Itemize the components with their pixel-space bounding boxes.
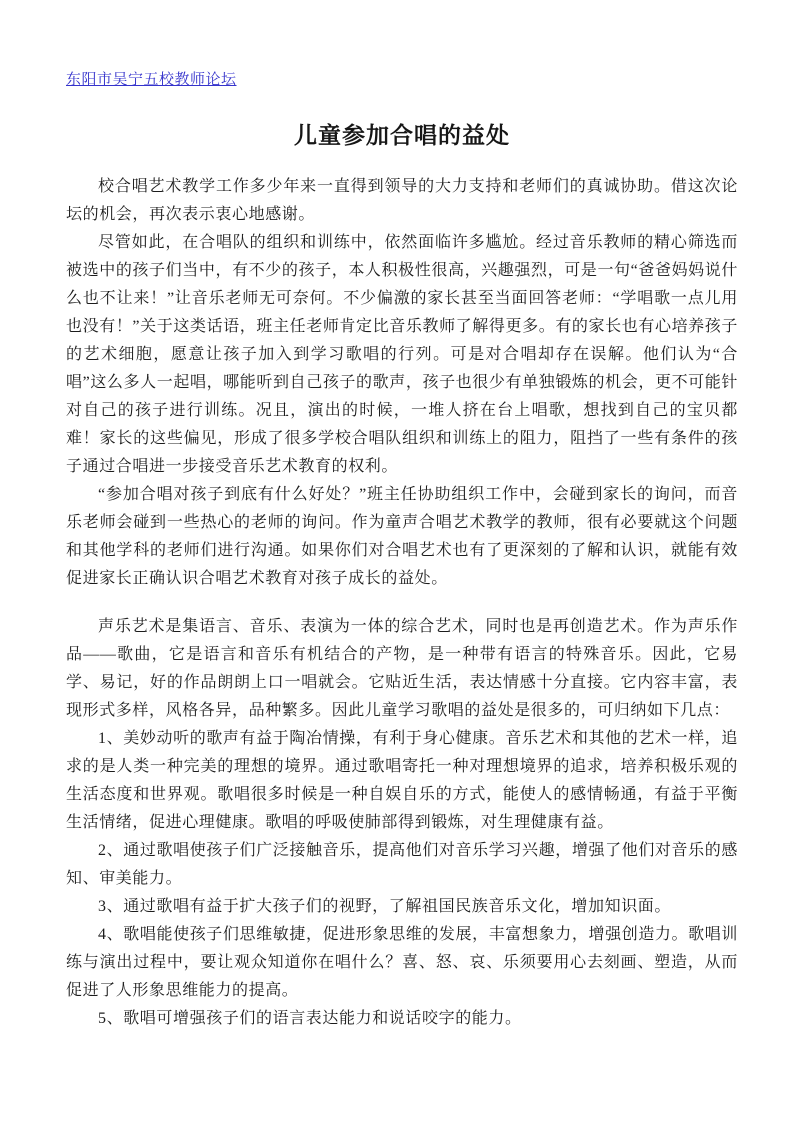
document-body — [66, 173, 738, 1033]
paragraph-benefit-5: 5、歌唱可增强孩子们的语言表达能力和说话咬字的能力。 — [98, 1010, 522, 1027]
paragraph-difficulties: 尽管如此，在合唱队的组织和训练中，依然面临许多尴尬。经过音乐教师的精心筛选而被选中的孩子们当中，有不少的孩子，本人积极性很高，兴趣强烈，可是一句“爸爸妈妈说什么也不让来！”让音乐老师无可奈何。不少偏激的家长甚至当面回答老师：“学唱歌一点儿用也没有！”关于这类话语，班主任老师肯定比音乐教师了解得更多。有的家长也有心培养孩子的艺术细胞，愿意让孩子加入到学习歌唱的行列。可是对合唱却存在误解。他们认为“合唱”这么多人一起唱，哪能听到自己孩子的歌声，孩子也很少有单独锻炼的机会，更不可能针对自己的孩子进行训练。况且，演出的时候，一堆人挤在台上唱歌，想找到自己的宝贝都难！家长的这些偏见，形成了很多学校合唱队组织和训练上的阻力，阻挡了一些有条件的孩子通过合唱进一步接受音乐艺术教育的权利。 — [66, 234, 738, 475]
paragraph-question: “参加合唱对孩子到底有什么好处？”班主任协助组织工作中，会碰到家长的询问，而音乐老师会碰到一些热心的老师的询问。作为童声合唱艺术教学的教师，很有必要就这个问题和其他学科的老师们进行沟通。如果你们对合唱艺术也有了更深刻的了解和认识，就能有效促进家长正确认识合唱艺术教育对孩子成长的益处。 — [66, 486, 738, 587]
paragraph-vocal-art: 声乐艺术是集语言、音乐、表演为一体的综合艺术，同时也是再创造艺术。作为声乐作品——歌曲，它是语言和音乐有机结合的产物，是一种带有语言的特殊音乐。因此，它易学、易记，好的作品朗朗上口一唱就会。它贴近生活，表达情感十分直接。它内容丰富，表现形式多样，风格各异，品种繁多。因此儿童学习歌唱的益处是很多的，可归纳如下几点： — [66, 618, 738, 719]
paragraph-benefit-3: 3、通过歌唱有益于扩大孩子们的视野，了解祖国民族音乐文化，增加知识面。 — [98, 898, 672, 915]
paragraph-benefit-1: 1、美妙动听的歌声有益于陶冶情操，有利于身心健康。音乐艺术和其他的艺术一样，追求的是人类一种完美的理想的境界。通过歌唱寄托一种对理想境界的追求，培养积极乐观的生活态度和世界观。歌唱很多时候是一种自娱自乐的方式，能使人的感情畅通，有益于平衡生活情绪，促进心理健康。歌唱的呼吸使肺部得到锻炼，对生理健康有益。 — [66, 730, 738, 831]
paragraph-intro-thanks: 校合唱艺术教学工作多少年来一直得到领导的大力支持和老师们的真诚协助。借这次论坛的机会，再次表示衷心地感谢。 — [66, 178, 738, 223]
paragraph-benefit-2: 2、通过歌唱使孩子们广泛接触音乐，提高他们对音乐学习兴趣，增强了他们对音乐的感知、审美能力。 — [66, 842, 738, 887]
paragraph-benefit-4: 4、歌唱能使孩子们思维敏捷，促进形象思维的发展，丰富想象力，增强创造力。歌唱训练与演出过程中，要让观众知道你在唱什么？喜、怒、哀、乐须要用心去刻画、塑造，从而促进了人形象思维能力的提高。 — [66, 926, 738, 999]
page-title: 儿童参加合唱的益处 — [294, 123, 510, 148]
forum-link[interactable]: 东阳市吴宁五校教师论坛 — [66, 72, 237, 88]
